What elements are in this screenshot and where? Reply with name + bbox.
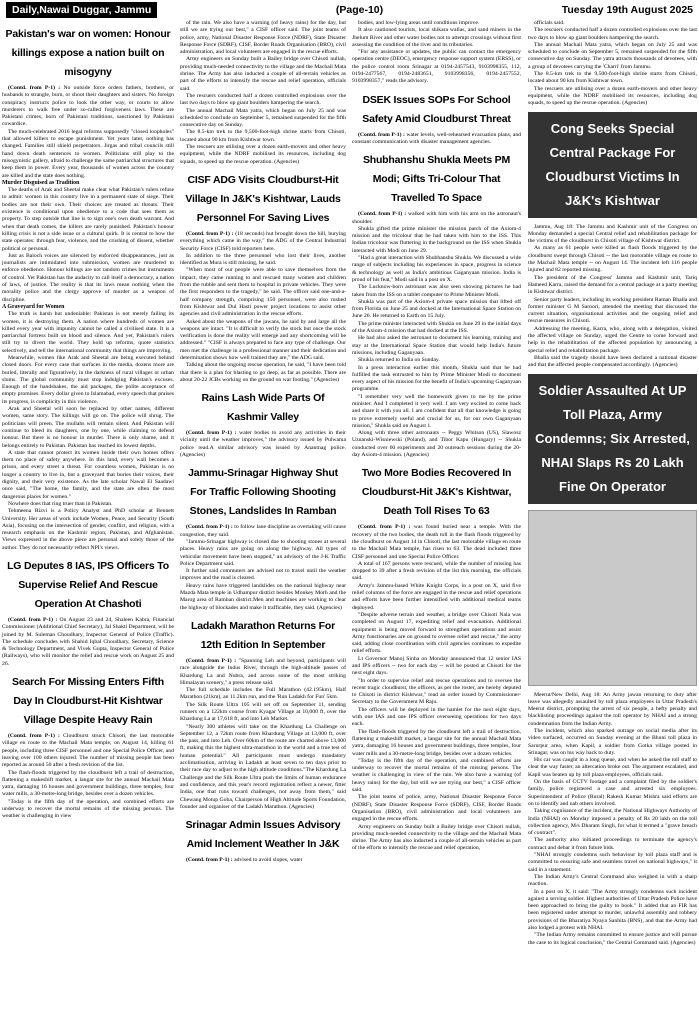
paragraph: In a post on X, it said: "The Army strongly condemns such incident against a serving soldier. Highest authorities of Uttar Pradesh Police have been approached to bring the guilty to book." It added that an FIR has been registered under attempt to murder, unlawful assembly and robbery provisions of the Bharatiya Nyaya Sanhita (BNS), and that the Army had also lodged a protest with NHAI. — [528, 888, 697, 931]
paragraph: A state that cannot protect its women inside their own homes offers them no place of safety anywhere. In this land, every wall becomes a prison, and every street a threat. For countless women, Pakistan is no longer a country to live in, but a graveyard that buries their voices, their dignity, and their very existence. As the late scholar Nawal El Saadawi once said, "The home, the family, and the state are often the most dangerous places for women." — [2, 449, 174, 500]
paragraph: "Had a great interaction with Shubhanshu Shukla. We discussed a wide range of subjects including his experiences in space, progress in science & technology as well as India's ambitious Gaganyaan mission. India is proud of his feat," Modi said in a post on X. — [352, 255, 521, 283]
paragraph: The prime minister interacted with Shukla on June 29 in the initial days of the Axiom-4 mission that had docked at the ISS. — [352, 320, 522, 335]
paragraph: As many as 61 people were killed as flash floods triggered by the cloudburst swept through Chisoti -- the last motorable village en route to the Machail Mata temple -- on August 14. The incident left 116 people injured and 82 reported missing. — [528, 245, 697, 274]
article-headline: CISF ADG Visits Cloudburst-Hit Village In J&K's Kishtwar, Lauds Personnel For Saving Lives — [185, 173, 341, 224]
article-continuation — [528, 20, 697, 108]
paragraph: No outside force orders fathers, brothers, or husbands to strangle, burn, or shoot their daughters and sisters. No foreign conspiracy instructs police to look the other way, or courts to allow murderers to walk free under so-called forgiveness laws. These are Pakistani crimes, born of Pakistani traditions, sanctioned by Pakistani cowardice. — [2, 85, 175, 128]
paragraph: The annual Machail Mata yatra, which began on July 25 and was scheduled to conclude on September 5, remained suspended for the fifth consecutive day on Sunday. The yatra attracts thousands of devotees, with a group of devotees carrying the 'Charri' from Jammu. — [528, 41, 697, 70]
paragraph: Arak and Sheetal will soon be replaced by other names, different women, same story. The killings will go on. The police will shrug. The politicians will preen. The mullahs will remain silent. And Pakistan will continue to bleed its daughters, one by one, while claiming to defend honour. But there is no honour in murder. There is only shame, and it belongs entirely to Pakistan. Pakistan has reached its lowest depths. — [2, 406, 174, 449]
article-headline: Rains Lash Wide Parts Of Kashmir Valley — [201, 392, 325, 424]
paragraph: The rescuers are utilising over a dozen earth-movers and other heavy equipment, while the NDRF mobilised its resources, including dog squads, to speed up the rescue operation. (Agencies) — [528, 85, 697, 107]
contd-label: (Contd. from P-1) : — [358, 211, 407, 218]
article-headline: Shubhanshu Shukla Meets PM Modi; Gifts Tri-Colour That Travelled To Space — [362, 154, 511, 205]
paragraph: The 8.5-km trek to the 9,500-foot-high shrine starts from Chisoti, located about 90 km from Kishtwar town. — [528, 71, 697, 85]
paragraph: "Jammu-Srinagar highway is closed due to shooting stones at several places. Heavy rains are going on along the highway. All types of vehicular movement have been stopped," an advisory of the J-K Traffic Police Department said. — [180, 538, 346, 567]
paragraph: "When most of our people were able to save themselves from the impact, they came running to and rescued many women and children from the rubble and sent them to hospital in private vehicles. They were the first responders to the tragedy," he said. The officer said one-and-a-half company strength, comprising 150 personnel, were also rushed from Kishtwar and Dul Hasti power project locations to assist other agencies and civil administration in the rescue efforts. — [180, 267, 346, 318]
paragraph: The incident, which also sparked outrage on social media after its video surfaced, occurred on Sunday evening at the Bhuni toll plaza in Sarurpur area, when Kapil, a soldier from Gotka village posted in Srinagar, was on his way back to duty. — [528, 727, 697, 756]
paragraph: Asked about the weapons of the jawans, he said by and large all the weapons are intact. "It is difficult to verify the stock but once the stock verification is done the reality will emerge and any shortcoming will be addressed." "CISF is always prepared to face any type of challenge. Our men met the challenge in a professional manner and their dedication and determination shows how well trained they are," the ADG said. — [180, 318, 346, 361]
paragraph: to follow lane discipline as overtaking will cause congestion, they said. — [180, 524, 347, 538]
article-cong-package — [528, 112, 697, 370]
column-3 — [350, 20, 523, 1020]
paragraph: Jammu, Aug 18: The Jammu and Kashmir unit of the Congress on Monday demanded a special Central relief and rehabilitation package for the victims of the cloudburst in Chisoti village of Kishtwar district. — [528, 223, 697, 245]
boxed-headline: Soldier Assaulted At UP Toll Plaza, Army Condemns; Six Arrested, NHAI Slaps Rs 20 Lakh Fine On Operator — [528, 374, 697, 504]
contd-label: (Contd. from P-1) : — [186, 230, 234, 237]
article-dsek-sops — [352, 91, 521, 147]
page-number: (Page-10) — [335, 4, 384, 16]
paragraph: "In order to supervise relief and rescue operations and to oversee the recent tragic cloudburst, the officers, as per the roster, are hereby deputed to Chisoti in district Kishtwar," read an order issued by Commissioner-Secretary to the Government M Raju. — [352, 677, 521, 706]
paragraph: The Lucknow-born astronaut was also seen showing pictures he had taken from the ISS on a tablet computer to Prime Minister Modi. — [352, 284, 521, 298]
article-headline: DSEK Issues SOPs For School Safety Amid Cloudburst Threat — [362, 93, 511, 125]
paragraph: The 8.5-km trek to the 9,500-foot-high shrine starts from Chisoti, located about 90 km from Kishtwar town. — [180, 129, 346, 143]
paragraph: "Nearly 300 athletes will take on the Khardung La Challenge on September 12, a 72km route from Khardung Village at 13,000 ft, over the pass, and into Leh. Over 60km of the route are charted above 13,000 ft, making this the highest ultra-marathon in the world and a true test of human potential." All participants must undergo mandatory acclimatisation, arriving in Ladakh at least seven to ten days prior to their race day to adjust to the high altitude conditions."The Khardung La Challenge and the Silk Route Ultra push the limits of human endurance and confidence, and this year's record registration reflect a newer, fitter India, one that runs toward challenges, not away from them," said Chewang Motup Goba, Chairperson of High Altitude Sports Foundation, founder and organiser of the Ladakh Marathon. (Agencies) — [180, 723, 346, 810]
paragraph: The deaths of Arak and Sheetal make clear what Pakistan's rulers refuse to admit: women in this country live in a permanent state of siege. Their bodies are not their own. Their choices are treated as threats. Their existence is conditional upon obedience to a code that sees them as property. To step outside that line is to sign one's own death warrant. And when that death comes, the killers are rarely punished. Pakistan's honour killing crisis is not a side issue or a cultural quirk. It is central to how the state operates: through fear, violence, and the crushing of dissent, whether political or personal. — [2, 187, 174, 252]
paragraph: (18 seconds) hut brought down the hill, burying everything which came in the way," the ADG of the Central Industrial Security Force (CISF) told reporters here. — [180, 230, 347, 252]
article-srinagar-advisory — [180, 816, 346, 864]
paragraph: He had also asked the astronaut to document his learning, training and stay at the International Space Station that would help India's future missions, including Gaganyaan. — [352, 335, 521, 356]
paragraph: It also cautioned tourists, local shikara wallas, and sand miners in the Jhelum River and other water bodies not to attempt crossings without first assessing the condition of the river and its tributaries. — [352, 27, 521, 48]
paragraph: The rescuers are utilising over a dozen earth-movers and other heavy equipment, while the NDRF mobilised its resources, including dog squads, to speed up the rescue operation. (Agencies) — [180, 144, 346, 165]
paragraph: Bhalla said the tragedy should have been declared a national disaster and that the affected people compensated accordingly. (Agencies) — [528, 354, 697, 369]
page-header — [0, 0, 699, 20]
paragraph: On August 23 and 24, Shaleen Kabra, Financial Commissioner (Additional Chief Secretary), Jal Shakti Department, will be joined by M. Suleman Choudhary, Inspector General of Police (Traffic). The schedule concludes with Shahid Iqbal Choudhary, Secretary, Science & Technology Department, and Vivek Gupta, Inspector General of Police (Railways), who will monitor the relief and rescue work on August 25 and 26. — [2, 617, 175, 667]
paragraph: The much-celebrated 2016 legal reforms supposedly "closed loopholes" that allowed killers to escape punishment. Yet years later, nothing has changed. Families still shield perpetrators. Jirgas and tribal councils still hand down death sentences to women. Politicians still play to the misogynistic gallery, afraid to challenge the same patriarchal structures that keep them in power. Every year, thousands of women across the country are killed and the state does nothing. — [2, 128, 174, 179]
paragraph: Meanwhile, women like Arak and Sheetal are being executed behind closed doors. For every case that surfaces in the media, dozens more are buried, literally and figuratively, in the darkness of rural villages or urban slums. The global community must stop indulging Pakistan's excuses. Enough of the handshakes, the aid packages, the polite acceptance of empty promises. Every dollar given to Islamabad, every speech that praises its progress, is complicity in this violence. — [2, 354, 174, 405]
paragraph: It further said commuters are advised not to travel until the weather improves and the road is cleared. — [180, 568, 346, 582]
contd-label: (Contd. from P-1) : — [186, 857, 233, 864]
subheading: Murder Disguised as Tradition — [2, 179, 80, 186]
paragraph: Meerut/New Delhi, Aug 18: An Army jawan returning to duty after leave was allegedly assaulted by toll plaza employees in Uttar Pradesh's Meerut district, prompting the arrest of six people, a hefty penalty and blacklisting proceedings against the toll operator by NHAI and a strong condemnation from the Indian Army. — [528, 691, 697, 727]
paragraph: "Today is the fifth day of the operation, and combined efforts are underway to recover the mortal remains of the missing persons. The weather is challenging in view of the rain. We also have a warning (of heavy rains) for the day, but still we are trying our best," a CISF officer said. — [352, 757, 521, 794]
paragraph: Lt Governor Manoj Sinha on Monday announced that 12 senior IAS and IPS officers -- two for each day -- will be posted at Chisoti for the next eight days. — [352, 655, 521, 677]
contd-label: (Contd. from P-1) : — [8, 617, 58, 623]
article-headline: Search For Missing Enters Fifth Day In Cloudburst-Hit Kishtwar Village Despite Heavy Rain — [12, 676, 164, 727]
paragraph: The flash-floods triggered by the cloudburst left a trail of destruction, flattening a makeshift market, a langar site for the annual Machail Mata yatra, damaging 16 houses and government buildings, three temples, four water mills, a 30-metre-long bridge, besides over a dozen vehicles. — [2, 769, 174, 798]
contd-label: (Contd. from P-1) : — [186, 524, 233, 531]
paragraph: bodies, and low-lying areas until conditions improve. — [358, 20, 480, 26]
article-soldier-assaulted — [528, 374, 697, 947]
column-4 — [526, 20, 699, 1020]
paragraph: Shukla gifted the prime minister the mission patch of the Axiom-4 mission and the tricolour that he had taken with him to the ISS. This Indian tricolour was fluttering in the background on the ISS when Shukla interacted with Modi on June 29. — [352, 225, 521, 254]
article-headline: LG Deputes 8 IAS, IPS Officers To Supervise Relief And Rescue Operation At Chashoti — [7, 560, 169, 610]
paragraph: Army's Jammu-based White Knight Corps, in a post on X, said five relief columns of the force are engaged in the rescue and relief operations and efforts have been further intensified with additional medical teams deployed. — [352, 582, 521, 611]
paragraph: The Indian Army's Central Command also weighed in with a sharp reaction. — [528, 873, 697, 888]
paragraph: The rescuers conducted half a dozen controlled explosions over the last two days to blow up giant boulders hampering the search. — [180, 92, 346, 107]
article-shubhanshu-shukla — [352, 151, 521, 459]
paragraph: The annual Machail Mata yatra, which began on July 25 and was scheduled to conclude on September 5, remained suspended for the fifth consecutive day on Sunday. — [180, 107, 346, 129]
paragraph: "Despite adverse terrain and weather, a bridge over Chisoti Nala was completed on August 17, expediting relief and evacuation. Additional equipment is being moved forward to strengthen operations and assist Army functionaries are on ground to oversee relief and rescue," the army said, adding close coordination with civil agencies continues to expedite relief efforts. — [352, 611, 521, 655]
article-lg-deputes-officers — [2, 557, 174, 668]
contd-label: (Contd. from P-1) : — [8, 85, 61, 91]
contd-label: (Contd. from P-1) : — [186, 657, 237, 664]
paragraph: The rescuers conducted half a dozen controlled explosions over the last two days to blow up giant boulders hampering the search. — [528, 27, 697, 41]
paragraph: In a press interaction earlier this month, Shukla said that he had fulfilled the task entrusted to him by Prime Minister Modi to document every aspect of his mission for the benefit of India's upcoming Gaganyaan programme. — [352, 364, 521, 393]
paragraph: water bodies to avoid any activities in their vicinity until the weather improves," the advisory issued by Pulwama police read.A similar advisory was issued by Anantnag police. (Agencies) — [180, 430, 346, 459]
paragraph: The officers will be deployed in the hamlet for the next eight days, with one IAS and one IPS officer overseeing operations for two days each. — [352, 706, 521, 728]
contd-label: (Contd. from P-1) : — [8, 733, 60, 740]
paragraph: Just as Baloch voices are silenced by enforced disappearances, just as journalists are intimidated into submission, women are murdered to enforce obedience. Honour killings are not random crimes but instruments of control. Yet Pakistan has the audacity to call itself a democracy, a nation of laws, of justice. The reality is that its laws mean nothing when the morality police and the clergy approve of murder as a weapon of discipline. — [2, 252, 174, 303]
paragraph: Senior party leaders, including its working president Raman Bhalla and former minister G M Saroori, attended the meeting that discussed the current situation, organisational activities and the ongoing relief and rescue measures in Chisoti. — [528, 296, 697, 325]
article-headline: Ladakh Marathon Returns For 12th Edition In September — [191, 619, 335, 651]
article-headline: Srinagar Admin Issues Advisory Amid Inclement Weather In J&K — [185, 819, 341, 851]
paragraph: Addressing the meeting, Karra, who, along with a delegation, visited the affected village on Sunday, urged the Centre to come forward and help in the rehabilitation of the affected population by announcing a special relief and rehabilitation package. — [528, 325, 697, 354]
paragraph: The flash-floods triggered by the cloudburst left a trail of destruction, flattening a makeshift market, a langar site for the annual Machail Mata yatra, damaging 16 houses and government buildings, three temples, four water mills and a 30-metre-long bridge, besides over a dozen vehicles. — [352, 728, 521, 757]
paragraph: The president of the Congress' Jammu and Kashmir unit, Tariq Hameed Karra, raised the demand for a central package at a party meeting in Kishtwar district. — [528, 274, 697, 296]
paragraph: was found buried near a temple. With the recovery of the two bodies, the death toll in the flash floods triggered by the cloudburst on August 14 in Chisoti, the last motorable village en route to the Machail Mata temple, has risen to 63. The dead included three CISF personnel and one Special Police Officer. — [352, 524, 522, 560]
article-rains-kashmir — [180, 389, 346, 459]
paragraph: water levels, well-rehearsed evacuation plans, and constant communication with disaster management agencies. — [352, 131, 522, 145]
paragraph: Heavy rains have triggered landslides on the national highway near Mazda Mata temple in Udhampur district besides Monkey Morh and the Marog area of Ramban district.Men and machines are working to clear the highway of blockades and make it trafficable, they said. (Agencies) — [180, 582, 346, 611]
article-death-toll — [352, 464, 521, 852]
issue-date: Tuesday 19th August 2025 — [561, 4, 693, 16]
article-highway-shut — [180, 464, 346, 612]
article-continuation — [180, 20, 346, 166]
paragraph: Tehmeena Rizvi is a Policy Analyst and PhD scholar at Bennett University. Her areas of work include Women, Peace, and Security (South Asia), focusing on the intersection of gender, conflict, and religion, with a research emphasis on the Kashmir region, Pakistan, and Afghanistan. Views expressed in the above piece are personal and solely those of the author. They do not necessarily reflect NPI's views. — [2, 508, 174, 551]
paragraph: On the basis of CCTV footage and a complaint filed by the soldier's family, police registered a case and arrested six employees. Superintendent of Police (Rural) Rakesh Kumar Mishra said efforts are on to identify and nab others involved. — [528, 779, 697, 807]
paragraph: of the rain. We also have a warning (of heavy rains) for the day, but still we are trying our best," a CISF officer said. The joint teams of police, army, National Disaster Response Force (NDRF), State Disaster Response Force (SDRF), CISF, Border Roads Organisation (BRO), civil administration, and local volunteers are engaged in the rescue efforts. — [180, 20, 346, 56]
article-headline: Jammu-Srinagar Highway Shut For Traffic Following Shooting Stones, Landslides In Ramban — [188, 467, 338, 518]
paragraph: Along with three other astronauts -- Peggy Whitson (US), Slawosz Uznanski-Wisniewski (Poland), and Tibor Kapu (Hungary) -- Shukla conducted over 60 experiments and 20 outreach sessions during the 20-day Axiom-4 mission. (Agencies) — [352, 430, 521, 459]
article-continuation — [352, 20, 521, 86]
contd-label: (Contd. from P-1) : — [358, 524, 411, 531]
paragraph: advised to avoid slopes, water — [234, 857, 303, 864]
news-photo — [528, 510, 697, 686]
article-search-missing — [2, 673, 174, 821]
paragraph: The joint teams of police, army, National Disaster Response Force (NDRF), State Disaster Response Force (SDRF), CISF, Border Roads Organisation (BRO), civil administration and local volunteers are engaged in the rescue efforts. — [352, 794, 521, 823]
paragraph: In addition to the three personnel who lost their lives, another identified as Mura is still missing, he said. — [180, 252, 346, 267]
article-honour-killings — [2, 25, 174, 552]
paragraph: The authority also initiated proceedings to terminate the agency's contract and debar it from future bids. — [528, 837, 697, 851]
paragraph: "Today is the fifth day of the operation, and combined efforts are underway to recover the mortal remains of the missing persons. The weather is challenging in view — [2, 798, 174, 820]
boxed-headline: Cong Seeks Special Central Package For Cloudburst Victims In J&K's Kishtwar — [528, 112, 697, 218]
paragraph: The Silk Route Ultra 105 will set off on September 11, sending runners on a 122km course from Kyagar Village at 10,000 ft, over the Khardung La at 17,618 ft, and into Leh Market. — [180, 701, 346, 723]
paragraph: Army engineers on Sunday built a Bailey bridge over Chisoti nullah, providing much-needed connectivity to the village and the Machail Mata shrine. The Army has also inducted a couple of all-terrain vehicles as part of the efforts to intensify the rescue and relief operation, officials said. — [180, 56, 346, 92]
contd-label: (Contd. from P-1) : — [186, 430, 237, 437]
article-headline: Two More Bodies Recovered In Cloudburst-Hit J&K's Kishtwar, Death Toll Rises To 63 — [361, 467, 512, 518]
paragraph: "NHAI strongly condemns such behaviour by toll plaza staff and is committed to ensuring safe and seamless travel on national highways," it said in a statement. — [528, 852, 697, 873]
column-2 — [178, 20, 348, 1020]
paragraph: His car was caught in a long queue, and when he asked the toll staff to clear the way faster, an altercation broke out. The argument escalated, and Kapil was beaten up by toll plaza employees, officials said. — [528, 757, 697, 778]
paragraph: Army engineers on Sunday built a Bailey bridge over Chisoti nullah, providing much-needed connectivity to the village and the Machail Mata shrine. The Army has also inducted a couple of all-terrain vehicles as part of the efforts to intensify the rescue and relief operation, — [352, 823, 521, 852]
subheading: A Graveyard for Women — [2, 303, 65, 310]
publication-name: Daily,Nawai Duggar, Jammu — [6, 2, 157, 18]
paragraph: "I remember very well the homework given to me by the prime minister. And I completed it very well. I am very excited to come back and share it with you all. I am confident that all that knowledge is going to prove extremely useful and crucial for us, for our own Gaganyaan mission," Shukla said on August 1. — [352, 393, 521, 429]
article-cisf-adg — [180, 171, 346, 384]
paragraph: Nowhere does that ring truer than in Pakistan. — [8, 500, 113, 507]
paragraph: walked with him with his arm on the astronaut's shoulder. — [352, 211, 522, 225]
contd-label: (Contd. from P-1) : — [358, 131, 405, 138]
paragraph: "Spanning Leh and beyond, participants will race alongside the Indus River, through the high-altitude passes of Khardung La and Nubra, and across some of the most striking Himalayan scenery," a press release said. — [180, 657, 346, 686]
paragraph: The full schedule includes the Full Marathon (42.195km), Half Marathon (21km), an 11.2km run, and the 'Run Ladakh for Fun' 5km. — [180, 687, 346, 701]
paragraph: Taking cognisance of the incident, the National Highways Authority of India (NHAI) on Monday imposed a penalty of Rs 20 lakh on the toll collection agency, M/s Dharam Singh, for what it termed a "grave breach of contract". — [528, 808, 697, 837]
article-headline: Pakistan's war on women: Honour killings expose a nation built on misogyny — [5, 28, 171, 78]
paragraph: "For any assistance or updates, the public can contact the emergency operation centre (DEOC), emergency response support system (ERSS), or the police control room Srinagar at 0194-2457543, 9103998355, 112, 0194-2477567, 0194-2483651, 9103998356, 0194-2457552, 9103998357," reads the advisory. — [352, 49, 521, 85]
paragraph: officials said. — [534, 20, 565, 26]
paragraph: "The Indian Army remains committed to ensure justice and will pursue the case to its logical conclusion," the Central Command said. (Agencies) — [528, 932, 697, 946]
paragraph: Talking about the ongoing rescue operation, he said, "I have been told that there is a plan for blasting to go deep, as far as possible. There are about 20-22 JCBs working on the ground on war footing." (Agencies) — [180, 362, 346, 383]
paragraph: The truth is harsh but undeniable: Pakistan is not merely failing its women, it is destroying them. A nation where hundreds of women are killed every year with impunity cannot be called a civilised state. It is a patriarchal fortress built on blood and silence. And yet, Pakistan's rulers still try to divert the world. They hold up reforms, quote statistics selectively, and tell the international community that things are improving. — [2, 311, 174, 354]
paragraph: Shukla returned to India on Sunday. — [358, 357, 440, 364]
paragraph: Shukla was part of the Axiom-4 private space mission that lifted off from Florida on June 25 and docked at the International Space Station on June 26. He returned to Earth on 15 July. — [352, 298, 521, 320]
article-ladakh-marathon — [180, 617, 346, 811]
column-1 — [0, 20, 176, 1020]
paragraph: Cloudburst struck Chisoti, the last motorable village en route to the Machail Mata temple, on August 14, killing 61 people, including three CISF personnel and one Special Police Officer, and leaving over 100 others injured. The number of missing people has been reported as around 50 after a fresh revision of the list. — [2, 733, 174, 769]
paragraph: A total of 167 persons were rescued, while the number of missing has dropped to 39 after a fresh revision of the list this morning, the officials said. — [352, 560, 521, 582]
